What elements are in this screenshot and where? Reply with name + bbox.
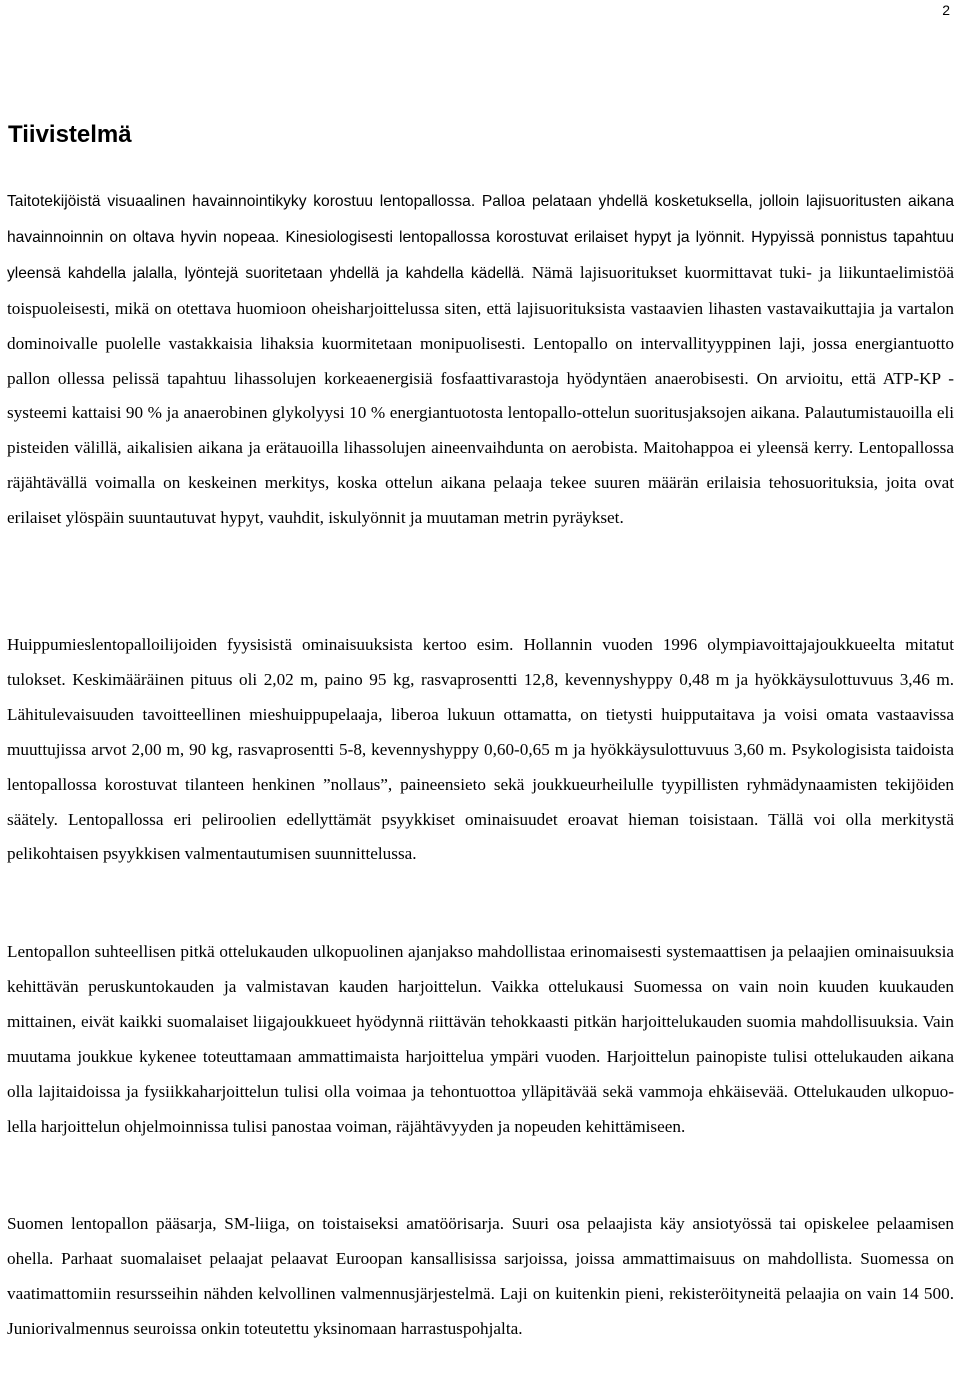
paragraph-1 xyxy=(7,184,954,536)
paragraph-2: Huippumieslentopalloilijoiden fyysisistä ominaisuuksista kertoo esim. Hollannin vuoden 1996 olympiavoittajajoukkueelta mitatut tulokset. Keskimääräinen pituus oli 2,02 m, paino 95 kg, rasvaprosentti 12,8, kevennyshyppy 0,48 m ja hyökkäysulottuvuus 3,46 m. Lähitulevaisuuden tavoitteellinen mieshuippupelaaja, liberoa lukuun ottamatta, on tietysti huipputaitava ja voisi omata vastaavissa muuttujissa arvot 2,00 m, 90 kg, rasvaprosentti 5-8, kevennyshyppy 0,60-0,65 m ja hyökkäysulottuvuus 3,60 m. Psykologisista taidoista lentopallossa korostuvat tilanteen henkinen ”nollaus”, paineensieto sekä joukkueurheilulle tyypillisten ryhmädynaamisten tekijöiden säätely. Lentopallossa eri peliroolien edellyttämät psyykkiset ominaisuudet eroavat hieman toisistaan. Tällä voi olla merkitystä pelikohtaisen psyykkisen valmentautumisen suunnittelussa. xyxy=(7,635,954,864)
page-number: 2 xyxy=(942,2,950,18)
paragraph-1-part-1: Taitotekijöistä visuaalinen havainnointikyky korostuu lentopallossa. Palloa pelataan yhdellä kosketuksella, jolloin lajisuoritusten aikana havainnoinnin on oltava hyvin nopeaa. Kinesiologisesti lentopallossa korostuvat erilaiset hypyt ja lyönnit. Hypyissä ponnistus tapahtuu yleensä kahdella jalalla, lyöntejä suoritetaan yhdellä ja kahdella kädellä. xyxy=(7,193,954,282)
paragraph-1-part-2: Nämä lajisuoritukset kuormittavat tuki- ja liikuntaelimistöä toispuoleisesti, mikä on otettava huomioon oheisharjoittelussa siten, että lajisuorituksista vastaavien lihasten vastavaikuttajia ja vartalon dominoivalle puolelle vastakkaisia lihaksia kuormitetaan monipuolisesti. Lentopallo on intervallityyppinen laji, jossa energiantuotto pallon ollessa pelissä tapahtuu lihassolujen korkeaenergisiä fosfaattivarastoja hyödyntäen anaerobisesti. On arvioitu, että ATP-KP -systeemi kattaisi 90 % ja anaerobinen glykolyysi 10 % energiantuotosta lentopallo-ottelun suoritusjaksojen aikana. Palautumistauoilla eli pisteiden välillä, aikalisien aikana ja erätauoilla lihassolujen aineenvaihdunta on aerobista. Maitohappoa ei yleensä kerry. Lentopallossa räjähtävällä voimalla on keskeinen merkitys, koska ottelun aikana pelaaja tekee suuren määrän erilaisia tehosuorituksia, joita ovat erilaiset ylöspäin suuntautuvat hypyt, vauhdit, iskulyönnit ja muutaman metrin pyräykset. xyxy=(7,262,955,528)
paragraph-4: Suomen lentopallon pääsarja, SM-liiga, on toistaiseksi amatöörisarja. Suuri osa pelaajista käy ansiotyössä tai opiskelee pelaamisen ohella. Parhaat suomalaiset pelaajat pelaavat Euroopan kansallisissa sarjoissa, joissa ammattimaisuus on mahdollista. Suomessa on vaatimattomiin resursseihin nähden kelvollinen valmennusjärjestelmä. Laji on kuitenkin pieni, rekisteröityneitä pelaajia on vain 14 500. Juniorivalmennus seuroissa onkin toteutettu yksinomaan harrastuspohjalta. xyxy=(7,1214,954,1338)
paragraph-3: Lentopallon suhteellisen pitkä ottelukauden ulkopuolinen ajanjakso mahdollistaa erinomaisesti systemaattisen ja pelaajien ominaisuuksia kehittävän peruskuntokauden ja valmistavan kauden harjoittelun. Vaikka ottelukausi Suomessa on vain noin kuuden kuukauden mittainen, eivät kaikki suomalaiset liigajoukkueet hyödynnä riittävän tehokkaasti pitkän harjoittelukauden suomia mahdollisuuksia. Vain muutama joukkue kykenee toteuttamaan ammattimaista harjoittelua ympäri vuoden. Harjoittelun painopiste tulisi ottelukauden aikana olla lajitaidoissa ja fysiikkaharjoittelun tulisi olla voimaa ja tehontuottoa ylläpitävää sekä vammoja ehkäisevää. Ottelukauden ulkopuolella harjoittelun ohjelmoinnissa tulisi panostaa voiman, räjähtävyyden ja nopeuden kehittämiseen. xyxy=(7,942,954,1136)
page-title: Tiivistelmä xyxy=(8,121,132,148)
